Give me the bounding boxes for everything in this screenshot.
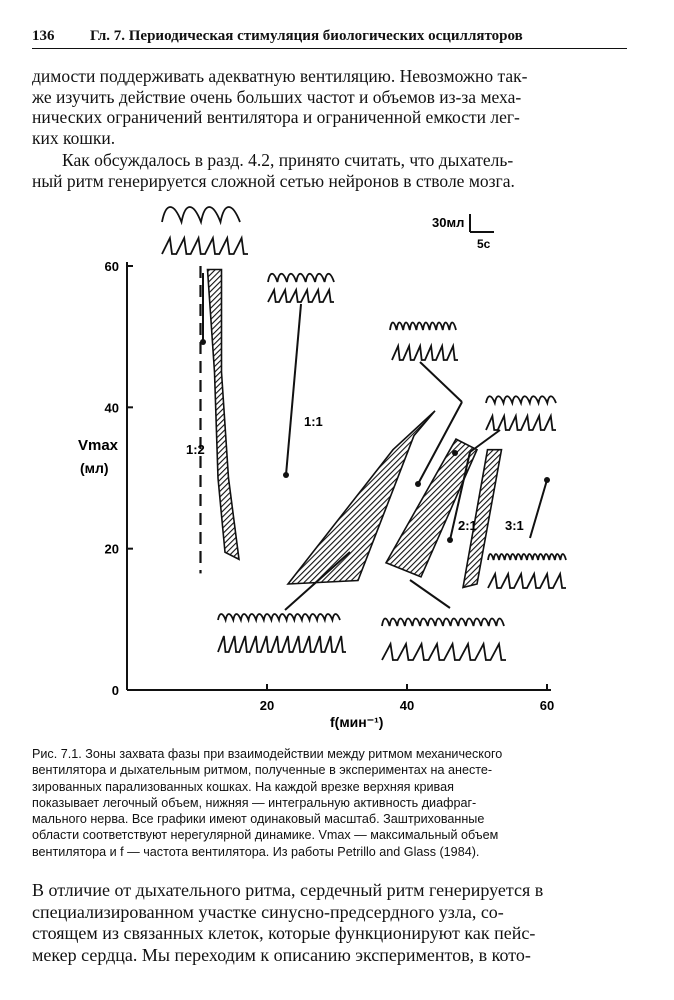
y-tick-label: 40 — [104, 400, 119, 416]
caption-line: мального нерва. Все графики имеют одинаковый масштаб. Заштрихованные — [32, 812, 485, 827]
zone-label-3-1: 3:1 — [505, 518, 524, 533]
text-line: нических ограничений вентилятора и ограниченной емкости лег- — [32, 107, 520, 128]
inset-trace — [162, 238, 248, 254]
paragraph-2 — [32, 150, 627, 191]
inset-trace — [390, 323, 456, 331]
y-tick-label: 20 — [104, 541, 119, 557]
x-tick-label: 20 — [259, 698, 275, 713]
pointer-dot — [415, 481, 421, 487]
pointer-lines — [203, 273, 547, 610]
zone-1-2 — [208, 270, 240, 560]
caption-line: вентилятора и дыхательным ритмом, полученные в экспериментах на анесте- — [32, 763, 493, 778]
text-line: специализированном участке синусно-предсердного узла, со- — [32, 901, 504, 922]
inset-trace — [268, 290, 334, 302]
pointer-dot — [452, 450, 458, 456]
text-line: ный ритм генерируется сложной сетью нейронов в стволе мозга. — [32, 170, 515, 191]
lock-zones — [208, 270, 502, 588]
pointer-dot — [283, 472, 289, 478]
y-tick-label: 60 — [104, 259, 119, 274]
text-line: мекер сердца. Мы переходим к описанию экспериментов, в кото- — [32, 944, 531, 965]
caption-line: Рис. 7.1. Зоны захвата фазы при взаимодействии между ритмом механического — [32, 747, 503, 761]
pointer-dot — [544, 477, 550, 483]
zone-label-2-1: 2:1 — [458, 518, 477, 533]
pointer-line-3-1 — [530, 480, 547, 538]
text-line: В отличие от дыхательного ритма, сердечный ритм генерируется в — [32, 880, 544, 900]
y-axis-unit: (мл) — [80, 460, 109, 476]
y-axis-label-main: Vmax — [78, 437, 119, 454]
figure-caption — [32, 746, 627, 860]
running-header — [32, 28, 627, 49]
caption-line: вентилятора и f — частота вентилятора. Из работы Petrillo and Glass (1984). — [32, 844, 480, 859]
caption-line: области соответствуют нерегулярной динамике. Vmax — максимальный объем — [32, 828, 499, 843]
scale-volume-label: 30мл — [432, 215, 465, 230]
inset-trace — [486, 396, 556, 403]
inset-trace — [382, 619, 504, 627]
x-axis-label: f(мин⁻¹) — [330, 714, 384, 730]
text-line: Как обсуждалось в разд. 4.2, принято считать, что дыхатель- — [62, 150, 514, 170]
caption-line: зированных парализованных кошках. На каждой врезке верхняя кривая — [32, 779, 454, 794]
text-line: димости поддерживать адекватную вентиляцию. Невозможно так- — [32, 66, 528, 86]
page-number: 136 — [32, 28, 55, 44]
inset-trace — [382, 644, 506, 660]
inset-trace — [488, 554, 566, 560]
text-line: же изучить действие очень больших частот и объемов из-за меха- — [32, 86, 522, 107]
pointer-line-2-1-top — [470, 430, 500, 452]
zone-label-1-1: 1:1 — [304, 414, 323, 429]
inset-trace — [486, 416, 556, 430]
zone-label-1-2: 1:2 — [186, 442, 205, 457]
pointer-dot — [447, 537, 453, 543]
inset-trace — [392, 346, 458, 360]
paragraph-3 — [32, 880, 627, 966]
pointer-dot — [200, 339, 206, 345]
pointer-line-bottom-mid — [410, 580, 450, 608]
pointer-line-1-1 — [286, 304, 301, 475]
paragraph-1 — [32, 66, 627, 148]
inset-trace — [218, 636, 346, 652]
y-axis-label — [78, 437, 119, 454]
phase-locking-figure — [0, 190, 674, 740]
inset-trace — [488, 574, 566, 588]
inset-trace — [162, 207, 240, 222]
inset-trace — [218, 614, 340, 620]
scale-time-label: 5с — [477, 237, 491, 251]
text-line: стоящем из связанных клеток, которые функционируют как пейс- — [32, 923, 536, 943]
x-tick-label: 60 — [539, 698, 555, 713]
caption-line: показывает легочный объем, нижняя — интегральную активность диафраг- — [32, 795, 477, 810]
pointer-line-upper-mid — [420, 362, 462, 402]
inset-trace — [268, 274, 334, 282]
text-line: ких кошки. — [32, 127, 116, 148]
x-tick-label: 40 — [399, 698, 415, 713]
y-tick-label: 0 — [111, 683, 119, 698]
running-title: Гл. 7. Периодическая стимуляция биологических осцилляторов — [90, 28, 523, 44]
